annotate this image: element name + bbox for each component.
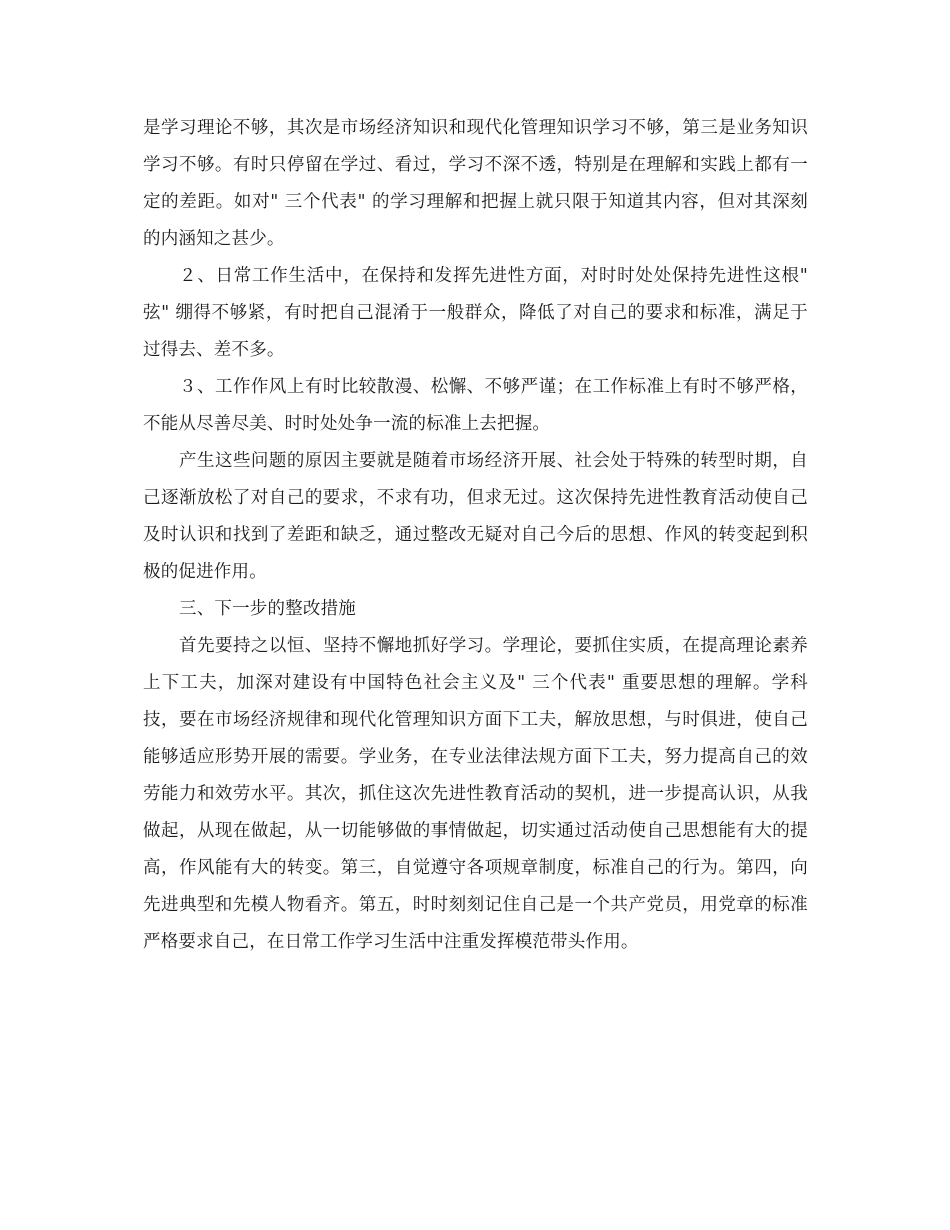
paragraph-causes: 产生这些问题的原因主要就是随着市场经济开展、社会处于特殊的转型时期，自己逐渐放松了对自己的要求，不求有功，但求无过。这次保持先进性教育活动使自己及时认识和找到了差距和缺乏，通过整改无疑对自己今后的思想、作风的转变起到积极的促进作用。 [143, 451, 808, 582]
paragraph-rectification-measures: 首先要持之以恒、坚持不懈地抓好学习。学理论，要抓住实质，在提高理论素养上下工夫，加深对建设有中国特色社会主义及" 三个代表" 重要思想的理解。学科技，要在市场经济规律和现代化管理知识方面下工夫，解放思想，与时俱进，使自己能够适应形势开展的需要。学业务，在专业法律法规方面下工夫，努力提高自己的效劳能力和效劳水平。其次，抓住这次先进性教育活动的契机，进一步提高认识，从我做起，从现在做起，从一切能够做的事情做起，切实通过活动使自己思想能有大的提高，作风能有大的转变。第三，自觉遵守各项规章制度，标准自己的行为。第四，向先进典型和先模人物看齐。第五，时时刻刻记住自己是一个共产党员，用党章的标准严格要求自己，在日常工作学习生活中注重发挥模范带头作用。 [143, 636, 808, 952]
paragraph-continued-study-shortcomings: 是学习理论不够，其次是市场经济知识和现代化管理知识学习不够，第三是业务知识学习不够。有时只停留在学过、看过，学习不深不透，特别是在理解和实践上都有一定的差距。如对" 三个代表" 的学习理解和把握上就只限于知道其内容，但对其深刻的内涵知之甚少。 [143, 118, 808, 249]
paragraph-item-2-daily-work: ２、日常工作生活中，在保持和发挥先进性方面，对时时处处保持先进性这根" 弦" 绷得不够紧，有时把自己混淆于一般群众，降低了对自己的要求和标准，满足于过得去、差不多。 [143, 266, 808, 360]
paragraph-item-3-work-style: ３、工作作风上有时比较散漫、松懈、不够严谨；在工作标准上有时不够严格，不能从尽善尽美、时时处处争一流的标准上去把握。 [143, 377, 808, 434]
section-heading-next-steps: 三、下一步的整改措施 [179, 599, 356, 619]
document-body [143, 110, 808, 961]
